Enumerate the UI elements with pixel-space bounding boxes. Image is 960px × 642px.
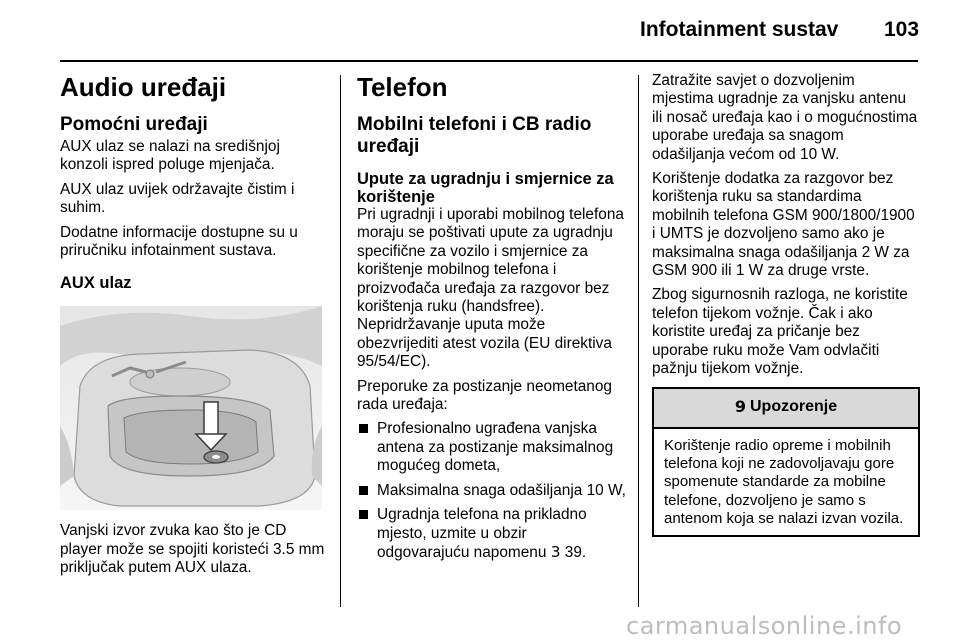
paragraph: Pri ugradnji i uporabi mobilnog telefona moraju se poštivati upute za ugradnju specifične za vozilo i smjernice za korištenje mobilnog telefona i proizvođača uređaja za razgovor bez korištenja ruku (handsfree). Nepridržavanje uputa može obezvrijediti atest vozila (EU direktiva 95/54/EC). <box>357 206 624 371</box>
subheading-auxiliary: Pomoćni uređaji <box>60 114 208 135</box>
list-item: Profesionalno ugrađena vanjska antena za postizanje maksimalnog mogućeg dometa, <box>357 420 629 475</box>
warning-box <box>652 387 920 537</box>
aux-caption: Vanjski izvor zvuka kao što je CD player može se spojiti koristeći 3.5 mm priključak putem AUX ulaza. <box>60 522 325 577</box>
paragraph: AUX ulaz uvijek održavajte čistim i suhim. <box>60 180 295 217</box>
bullet-square-icon <box>359 486 368 495</box>
middle-column <box>357 72 629 568</box>
section-heading-phone: Telefon <box>357 72 448 102</box>
paragraph: AUX ulaz se nalazi na središnjoj konzoli ispred poluge mjenjača. <box>60 138 280 174</box>
paragraph: Zatražite savjet o dozvoljenim mjestima ugradnje za vanjsku antenu ili nosač uređaja kao i o mogućnostima uporabe uređaja sa snagom odašiljanja većom od 10 W. <box>652 72 918 163</box>
aux-input-illustration <box>60 306 322 510</box>
left-column <box>60 72 330 584</box>
warning-header <box>654 389 918 429</box>
watermark: carmanualsonline.info <box>626 612 903 640</box>
bullet-square-icon <box>359 424 368 433</box>
bullet-square-icon <box>359 510 368 519</box>
paragraph: Preporuke za postizanje neometanog rada uređaja: <box>357 377 612 414</box>
aux-heading: AUX ulaz <box>60 274 132 293</box>
header-rule <box>60 60 918 62</box>
page-reference-icon: 3 <box>550 542 561 561</box>
console-drawing <box>60 306 322 510</box>
right-column <box>652 72 920 537</box>
page-number: 103 <box>884 18 920 41</box>
header-title: Infotainment sustav <box>640 18 839 41</box>
paragraph: Zbog sigurnosnih razloga, ne koristite telefon tijekom vožnje. Čak i ako koristite uređaj za pričanje bez uporabe ruku može Vam odvlačiti pažnju tijekom vožnje. <box>652 286 908 378</box>
column-separator-1 <box>340 75 341 607</box>
recommendation-list <box>357 420 629 562</box>
warning-text: Korištenje radio opreme i mobilnih telefona koji ne zadovoljavaju gore spomenute standarde za mobilne telefone, dozvoljeno je samo s antenom koja se nalazi izvan vozila. <box>664 436 904 528</box>
subheading-installation: Upute za ugradnju i smjernice za korištenje <box>357 170 614 206</box>
warning-title: Upozorenje <box>750 398 838 416</box>
paragraph: Korištenje dodatka za razgovor bez korištenja ruku sa standardima mobilnih telefona GSM 900/1800/1900 i UMTS je dozvoljeno samo ako je maksimalna snaga odašiljanja 2 W za GSM 900 ili 1 W za druge vrste. <box>652 170 915 280</box>
warning-triangle-icon: 9 <box>734 397 746 417</box>
list-item: Ugradnja telefona na prikladno mjesto, uzmite u obzir odgovarajuću napomenu 3 39. <box>357 506 629 562</box>
list-item: Maksimalna snaga odašiljanja 10 W, <box>357 482 629 500</box>
paragraph: Dodatne informacije dostupne su u priručniku infotainment sustava. <box>60 223 298 260</box>
section-heading-audio: Audio uređaji <box>60 72 227 102</box>
page-reference[interactable]: 39. <box>564 543 587 561</box>
subheading-mobile-cb: Mobilni telefoni i CB radio uređaji <box>357 114 592 157</box>
column-separator-2 <box>638 75 639 607</box>
